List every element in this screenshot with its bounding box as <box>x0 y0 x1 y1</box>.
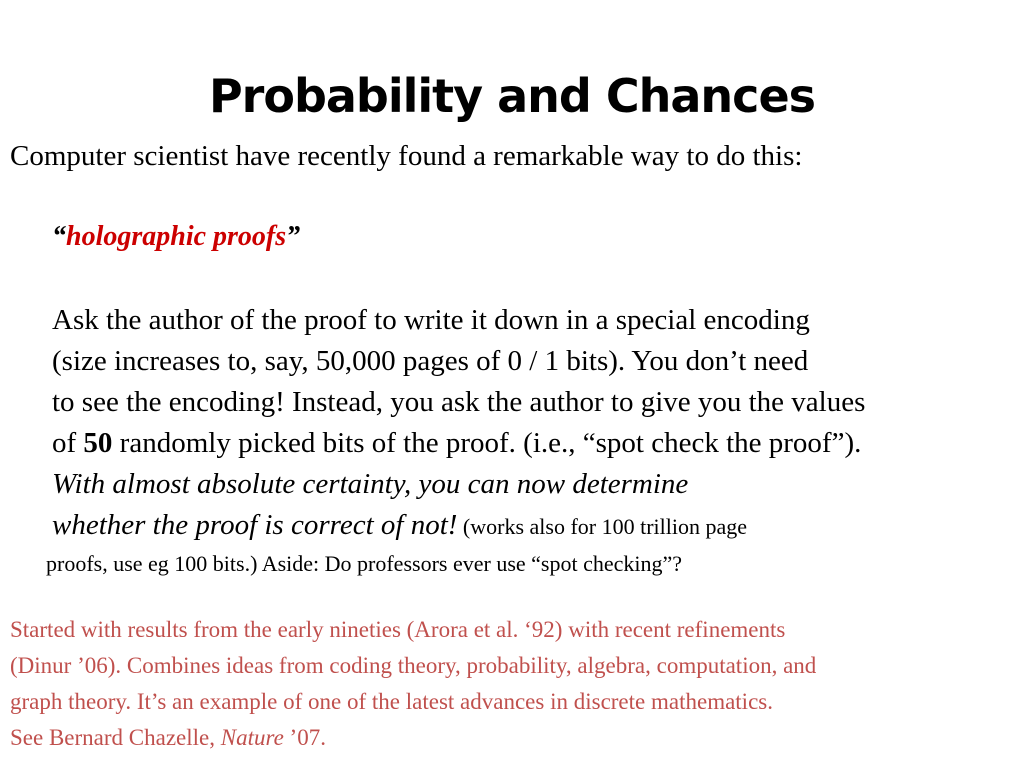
footer-line-1: Started with results from the early nineties (Arora et al. ‘92) with recent refinements <box>10 617 786 642</box>
footer-line-4-italic: Nature <box>220 725 284 750</box>
holographic-proofs-term <box>52 219 300 255</box>
body-line-2: (size increases to, say, 50,000 pages of 0 / 1 bits). You don’t need <box>52 345 809 377</box>
body-line-4-bold: 50 <box>83 427 113 459</box>
highlight-term: holographic proofs <box>66 221 287 252</box>
body-line-1: Ask the author of the proof to write it down in a special encoding <box>52 304 810 336</box>
close-quote: ” <box>286 221 301 252</box>
body-line-4-pre: of <box>52 427 84 459</box>
body-line-6-italic: whether the proof is correct of not! <box>52 509 458 541</box>
intro-text: Computer scientist have recently found a remarkable way to do this: <box>10 140 803 172</box>
body-line-4 <box>52 423 865 464</box>
body-line-6-small: (works also for 100 trillion page <box>457 514 748 539</box>
footer-line-2: (Dinur ’06). Combines ideas from coding theory, probability, algebra, computation, and <box>10 653 817 678</box>
slide-title: Probability and Chances <box>208 69 816 123</box>
body-line-5 <box>52 464 865 505</box>
open-quote: “ <box>52 221 66 252</box>
body-paragraph <box>46 300 866 582</box>
footer-note <box>10 612 816 756</box>
body-line-7: proofs, use eg 100 bits.) Aside: Do professors ever use “spot checking”? <box>46 551 683 576</box>
body-line-6 <box>52 505 865 546</box>
footer-line-4-post: ’07. <box>283 725 326 750</box>
footer-line-4 <box>10 720 816 756</box>
footer-line-3: graph theory. It’s an example of one of the latest advances in discrete mathematics. <box>10 689 773 714</box>
body-line-4-post: randomly picked bits of the proof. (i.e., “spot check the proof”). <box>112 427 862 459</box>
body-line-5-italic: With almost absolute certainty, you can now determine <box>52 468 689 500</box>
body-line-3: to see the encoding! Instead, you ask the author to give you the values <box>52 386 866 418</box>
footer-line-4-pre: See Bernard Chazelle, <box>10 725 221 750</box>
